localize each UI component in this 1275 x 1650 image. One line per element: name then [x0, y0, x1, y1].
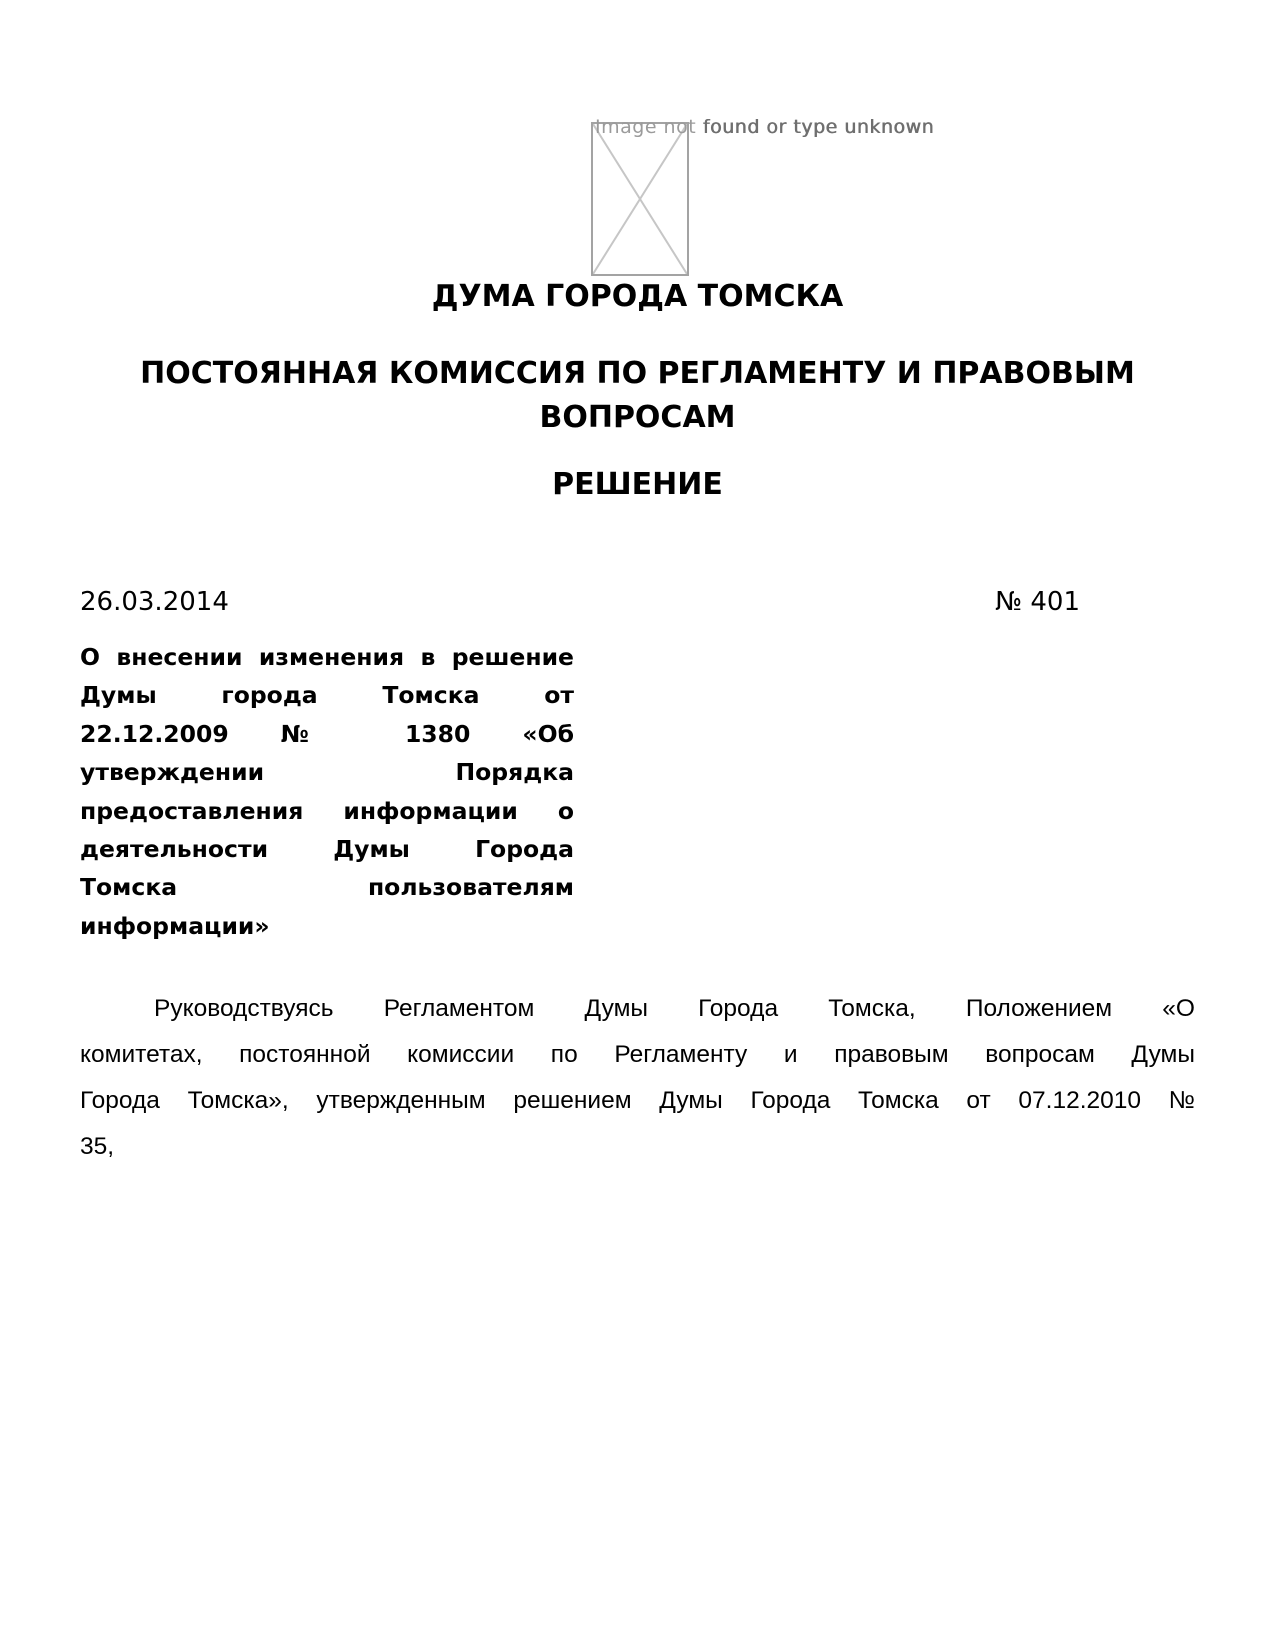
broken-image-alt-text: [595, 116, 934, 138]
subject-line: Думы города Томска от: [80, 681, 574, 710]
subject-line: О внесении изменения в решение: [80, 643, 574, 671]
subject-line: информации»: [80, 911, 270, 940]
subject-line: Томска пользователям: [80, 873, 574, 902]
broken-image-placeholder: [591, 116, 934, 276]
subject-line: утверждении Порядка: [80, 758, 574, 787]
document-date: 26.03.2014: [80, 587, 229, 617]
subject-line: деятельности Думы Города: [80, 835, 574, 864]
commission-title-line1: ПОСТОЯННАЯ КОМИССИЯ ПО РЕГЛАМЕНТУ И ПРАВОВЫМ: [140, 356, 1135, 391]
subject-block: [80, 638, 574, 945]
broken-image-alt-text-light: Image not: [595, 116, 703, 138]
body-paragraph: [80, 986, 1195, 1170]
body-line: Города Томска», утвержденным решением Думы Города Томска от 07.12.2010 №: [80, 1087, 1195, 1114]
body-line: комитетах, постоянной комиссии по Регламенту и правовым вопросам Думы: [80, 1041, 1195, 1068]
body-line: 35,: [80, 1133, 115, 1160]
subject-line: предоставления информации о: [80, 796, 574, 825]
commission-title: [0, 352, 1275, 440]
broken-image-cross-icon: [593, 124, 687, 274]
date-number-row: [80, 586, 1195, 618]
body-line: Руководствуясь Регламентом Думы Города Томска, Положением «О: [154, 995, 1195, 1022]
commission-title-line2: ВОПРОСАМ: [539, 400, 736, 435]
document-number: № 401: [995, 587, 1080, 617]
document-type-title: РЕШЕНИЕ: [552, 467, 723, 502]
subject-line: 22.12.2009 № 1380 «Об: [80, 719, 574, 748]
organization-title: ДУМА ГОРОДА ТОМСКА: [431, 279, 844, 314]
broken-image-alt-text-dark: found or type unknown: [702, 116, 934, 138]
